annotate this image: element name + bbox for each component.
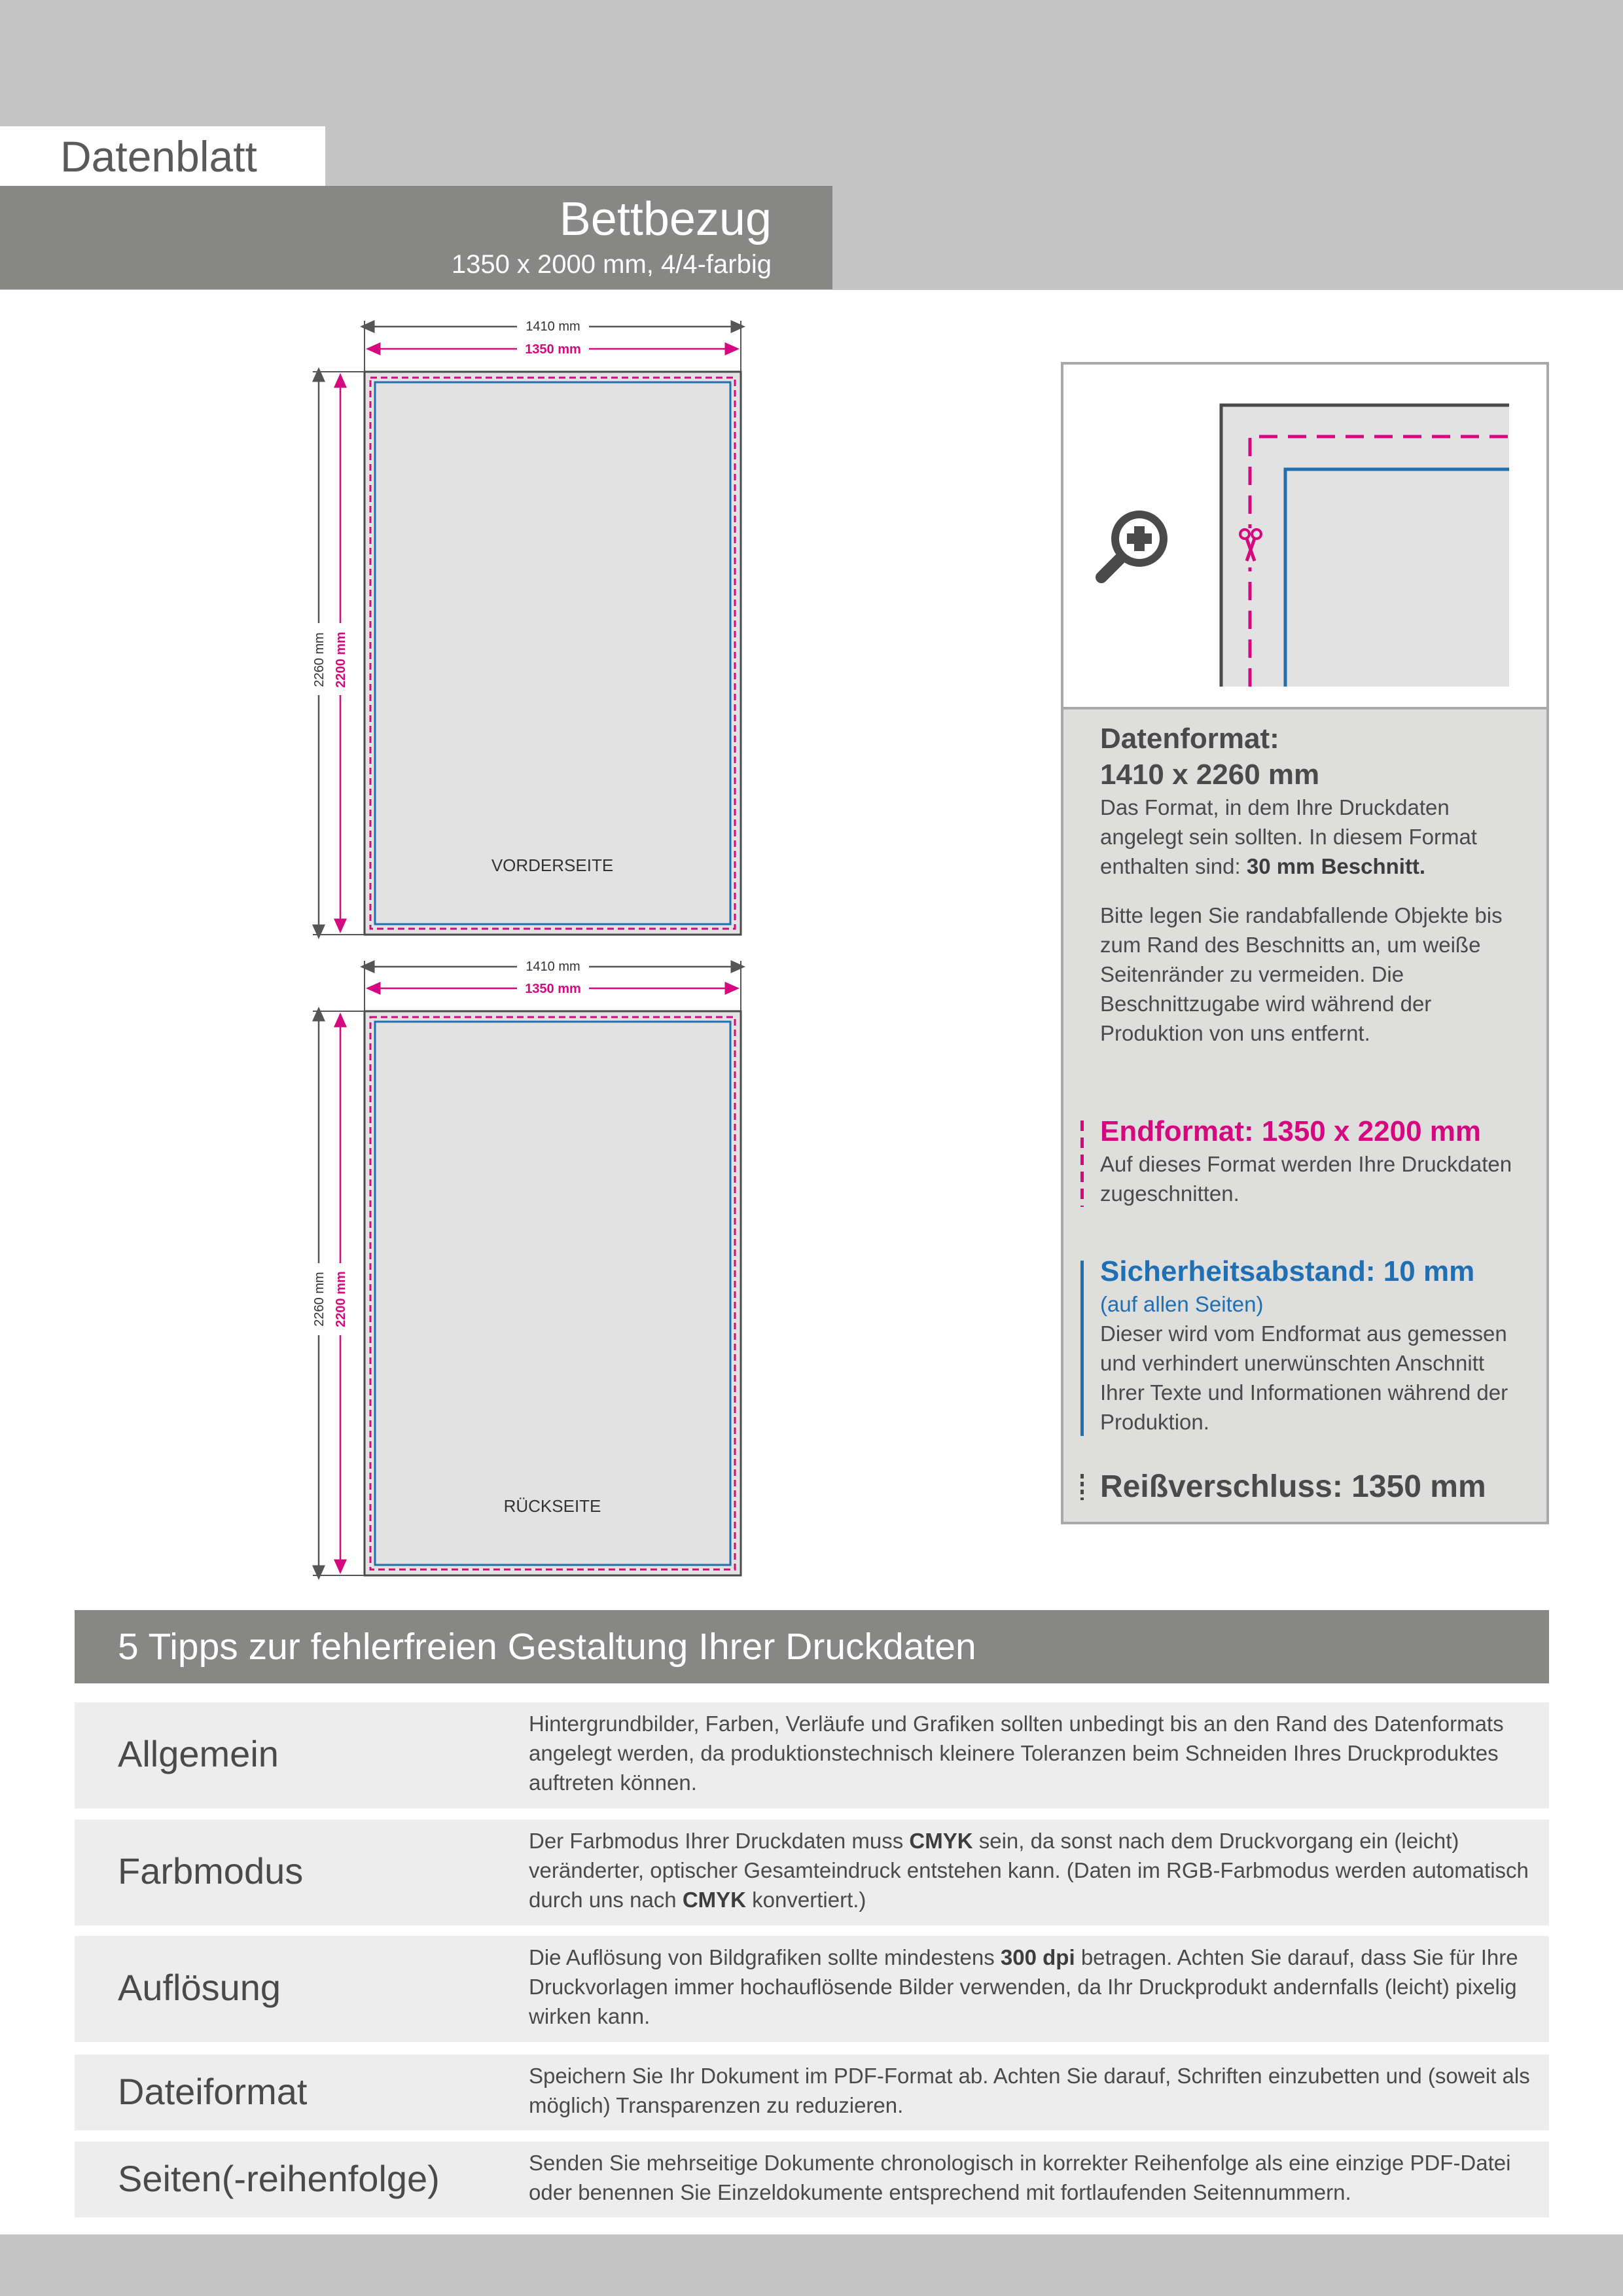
product-title: Bettbezug bbox=[559, 193, 772, 245]
tip-row-aufloesung bbox=[75, 1936, 1549, 2042]
tip-text-bold: CMYK bbox=[909, 1829, 973, 1853]
front-height-outer-label: 2260 mm bbox=[312, 632, 327, 687]
datenformat-block-body bbox=[1100, 721, 1532, 1048]
front-width-inner-label: 1350 mm bbox=[525, 342, 581, 357]
sicherheit-text: Dieser wird vom Endformat aus gemessen und verhindert unerwünschten Anschnitt Ihrer Texte und Informationen während der Produktion. bbox=[1100, 1321, 1508, 1434]
product-subtitle: 1350 x 2000 mm, 4/4-farbig bbox=[451, 250, 772, 279]
endformat-heading: Endformat: 1350 x 2200 mm bbox=[1100, 1115, 1482, 1147]
tip-text-part: konvertiert.) bbox=[752, 1888, 866, 1912]
back-height-inner-label: 2200 mm bbox=[334, 1271, 348, 1327]
sicherheit-block bbox=[1100, 1254, 1532, 1437]
back-height-outer-label: 2260 mm bbox=[312, 1272, 327, 1327]
back-width-inner-label: 1350 mm bbox=[525, 982, 581, 996]
datasheet-tab: Datenblatt bbox=[0, 126, 325, 187]
tip-text-part: sein, da sonst nach dem Druckvorgang ein (leicht) veränderter, optischer Gesamteindruck entstehen kann. (Daten im RGB-Farbmodus werden automatisch durch uns nach bbox=[529, 1829, 1529, 1912]
datenformat-text-bold-body: 30 mm Beschnitt. bbox=[1246, 854, 1426, 878]
info-panel-body bbox=[1063, 709, 1546, 1522]
tip-text-part: betragen. Achten Sie darauf, dass Sie für Ihre Druckvorlagen immer hochauflösende Bilder verwenden, da Ihr Druckprodukt andernfalls (leicht) pixelig wirken kann. bbox=[529, 1945, 1518, 2028]
tip-text: Speichern Sie Ihr Dokument im PDF-Format ab. Achten Sie darauf, Schriften einzubetten und (soweit als möglich) Transparenzen zu reduzieren. bbox=[529, 2064, 1530, 2117]
sicherheit-heading: Sicherheitsabstand: 10 mm bbox=[1100, 1255, 1475, 1287]
tip-row-allgemein bbox=[75, 1702, 1549, 1808]
tip-text bbox=[529, 1943, 1543, 2031]
tip-title: Allgemein bbox=[118, 1733, 279, 1774]
tip-title: Farbmodus bbox=[118, 1850, 304, 1892]
tip-row-farbmodus bbox=[75, 1820, 1549, 1926]
tip-text: Hintergrundbilder, Farben, Verläufe und Grafiken sollten unbedingt bis an den Rand des Datenformats angelegt werden, da produktionstechnisch kleinere Toleranzen beim Schneiden Ihres Druckproduktes auftreten können. bbox=[529, 1712, 1504, 1795]
datenformat-text2-body: Bitte legen Sie randabfallende Objekte bis zum Rand des Beschnitts an, um weiße Seitenränder zu vermeiden. Die Beschnittzugabe wird während der Produktion von uns entfernt. bbox=[1100, 903, 1503, 1045]
tip-title: Seiten(-reihenfolge) bbox=[118, 2158, 440, 2199]
datenformat-text-body bbox=[1100, 793, 1532, 881]
sicherheit-marker bbox=[1080, 1261, 1084, 1436]
endformat-marker-body bbox=[1080, 1121, 1084, 1207]
zoom-paper-main bbox=[1221, 405, 1509, 687]
zoom-in-icon bbox=[1101, 511, 1168, 577]
tip-text bbox=[529, 1826, 1543, 1914]
sicherheit-sub: (auf allen Seiten) bbox=[1100, 1292, 1264, 1316]
endformat-block bbox=[1100, 1114, 1532, 1208]
zipper-block bbox=[1100, 1469, 1532, 1505]
endformat-text: Auf dieses Format werden Ihre Druckdaten zugeschnitten. bbox=[1100, 1152, 1512, 1206]
front-width-outer-label: 1410 mm bbox=[526, 319, 580, 334]
tip-row-seiten bbox=[75, 2142, 1549, 2217]
front-side-label: VORDERSEITE bbox=[491, 855, 614, 875]
tip-text-part: Die Auflösung von Bildgrafiken sollte mindestens bbox=[529, 1945, 995, 1969]
tip-text-bold: CMYK bbox=[682, 1888, 746, 1912]
tip-row-dateiformat bbox=[75, 2054, 1549, 2130]
back-width-outer-label: 1410 mm bbox=[526, 960, 580, 974]
tip-text-bold: 300 dpi bbox=[1000, 1945, 1075, 1969]
tip-title: Dateiformat bbox=[118, 2071, 308, 2112]
scissors-icon bbox=[1240, 528, 1261, 567]
zipper-heading: Reißverschluss: 1350 mm bbox=[1100, 1469, 1486, 1504]
front-height-inner-label: 2200 mm bbox=[334, 632, 348, 688]
datenformat-text-main-body: Das Format, in dem Ihre Druckdaten angelegt sein sollten. In diesem Format enthalten sind: bbox=[1100, 795, 1477, 878]
datenformat-value-body: 1410 x 2260 mm bbox=[1100, 759, 1320, 791]
tip-title: Auflösung bbox=[118, 1967, 281, 2008]
zipper-marker bbox=[1080, 1474, 1084, 1500]
tip-text: Senden Sie mehrseitige Dokumente chronologisch in korrekter Reihenfolge als eine einzige PDF-Datei oder benennen Sie Einzeldokumente entsprechend mit fortlaufenden Seitennummern. bbox=[529, 2151, 1511, 2204]
zoom-detail-box bbox=[1063, 365, 1546, 709]
tip-text-part: Der Farbmodus Ihrer Druckdaten muss bbox=[529, 1829, 904, 1853]
tips-header: 5 Tipps zur fehlerfreien Gestaltung Ihrer Druckdaten bbox=[75, 1610, 1549, 1683]
zoom-detail-graphic-main bbox=[1063, 365, 1546, 709]
datenformat-heading-body: Datenformat: bbox=[1100, 723, 1279, 755]
back-side-label: RÜCKSEITE bbox=[503, 1496, 601, 1516]
